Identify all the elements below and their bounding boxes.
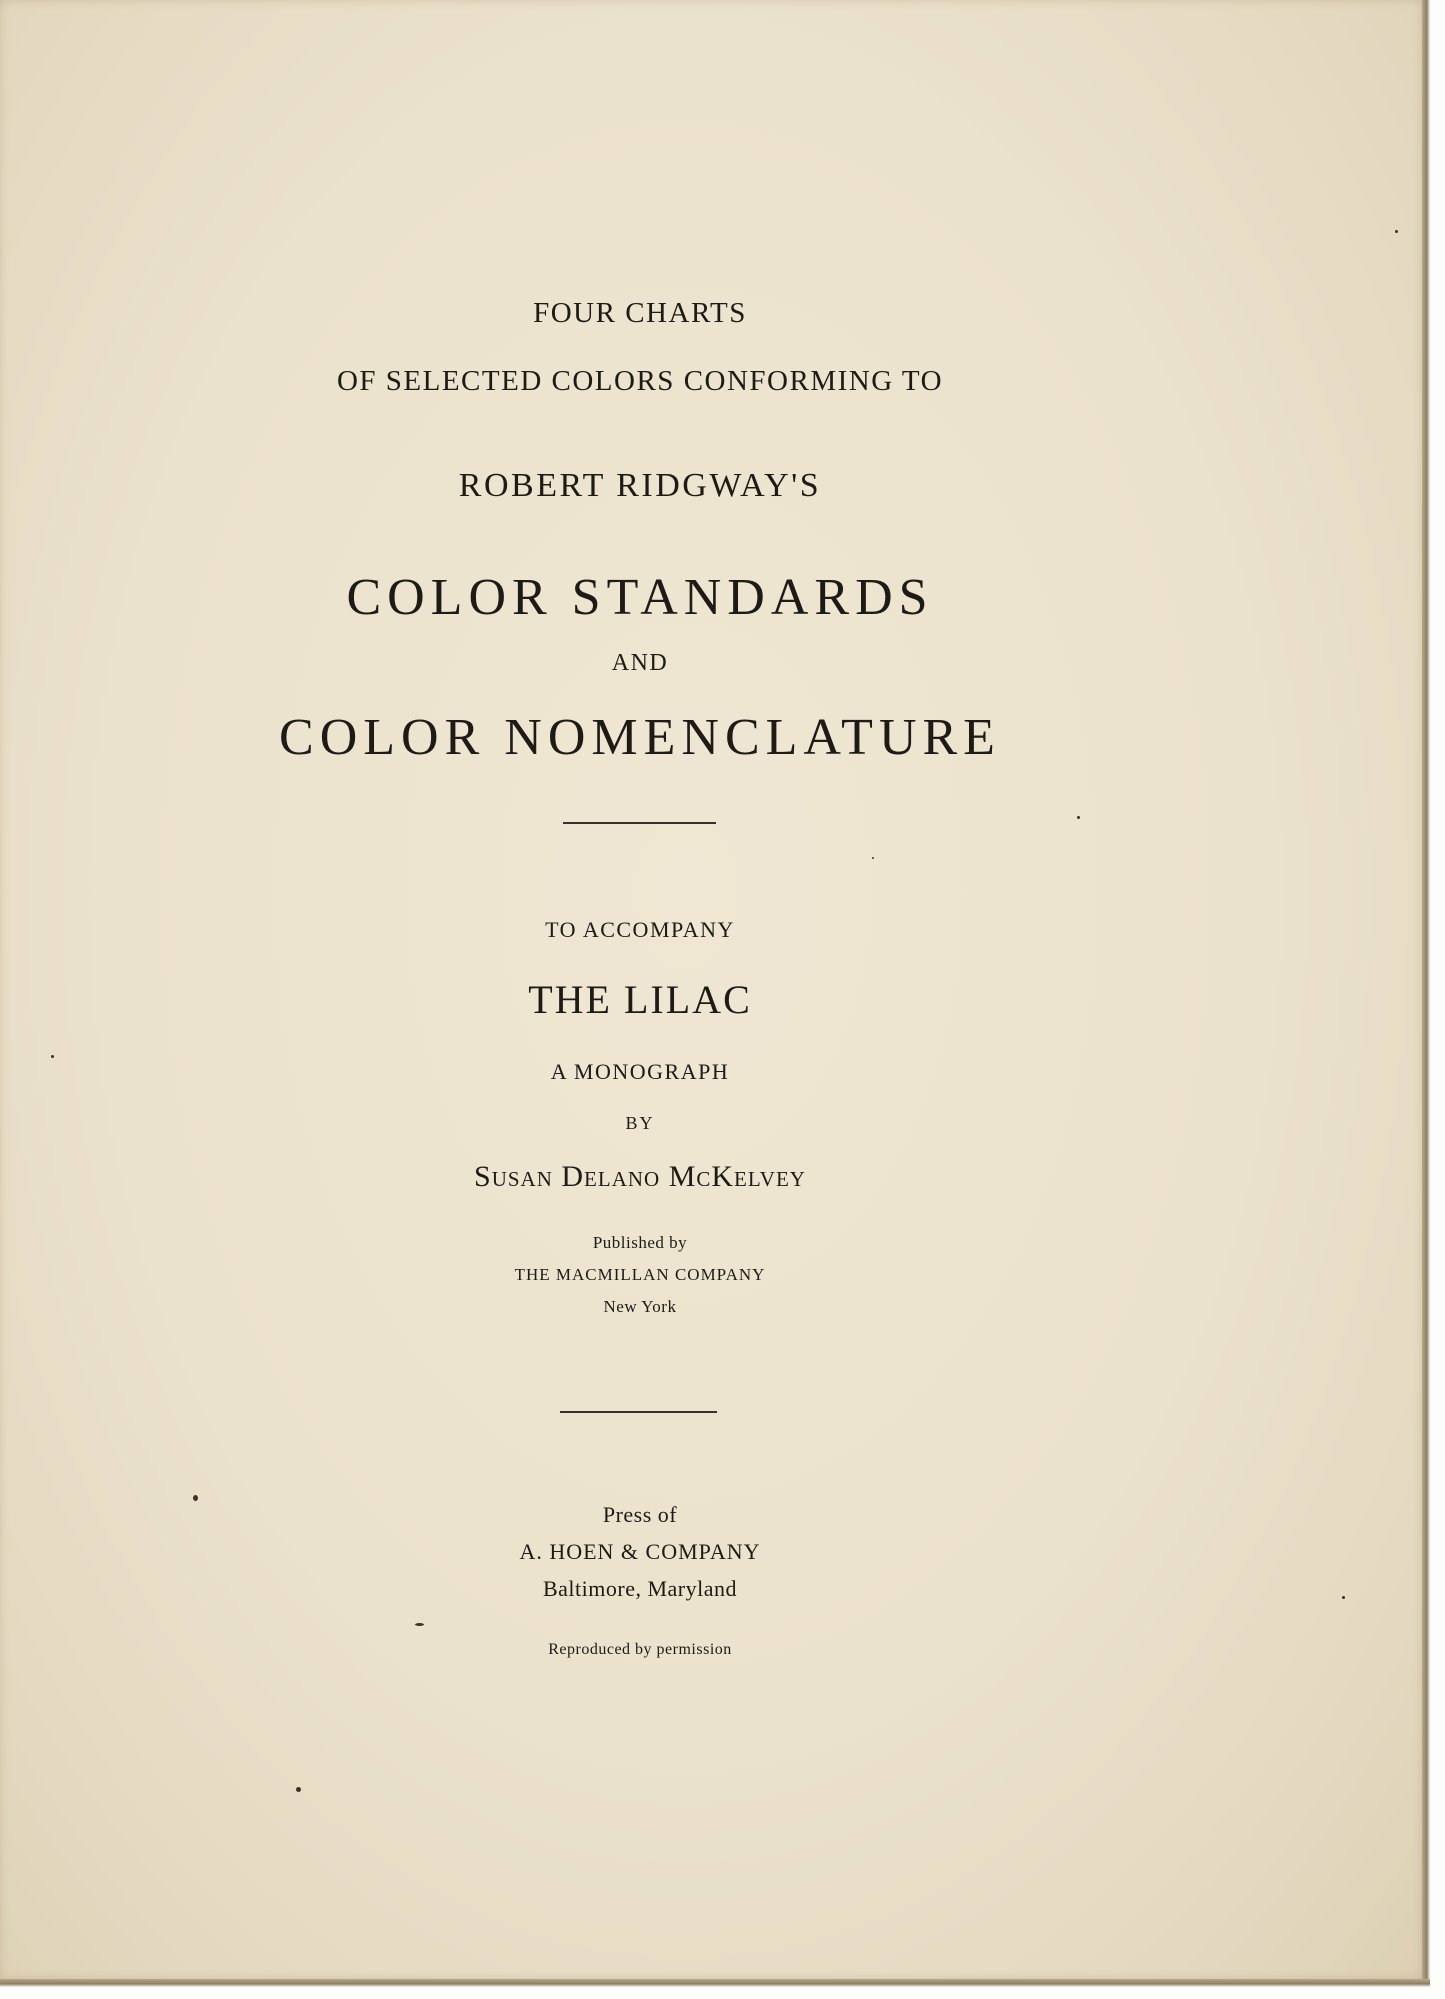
divider-rule-bottom xyxy=(560,1411,717,1413)
title-line-and: AND xyxy=(611,650,669,676)
printer-name: A. HOEN & COMPANY xyxy=(519,1539,761,1564)
page-edge-bottom xyxy=(0,1979,1430,1987)
to-accompany-label: TO ACCOMPANY xyxy=(545,917,735,942)
paper-speck xyxy=(51,1055,54,1058)
paper-speck xyxy=(1077,816,1080,819)
paper-speck xyxy=(1395,230,1398,233)
paper-speck xyxy=(296,1787,301,1792)
title-line-color-standards: COLOR STANDARDS xyxy=(346,569,934,626)
publisher-city: New York xyxy=(603,1297,677,1316)
title-line-ridgway: ROBERT RIDGWAY'S xyxy=(458,467,822,504)
title-line-color-nomenclature: COLOR NOMENCLATURE xyxy=(279,709,1001,766)
paper-speck xyxy=(1342,1596,1345,1599)
reproduction-note: Reproduced by permission xyxy=(548,1641,732,1658)
book-title: THE LILAC xyxy=(528,977,752,1022)
by-label: BY xyxy=(625,1113,655,1133)
title-line-selected-colors: OF SELECTED COLORS CONFORMING TO xyxy=(336,365,944,397)
publisher-name: THE MACMILLAN COMPANY xyxy=(514,1265,766,1284)
paper-speck xyxy=(415,1623,424,1626)
paper-speck xyxy=(872,857,874,859)
page-edge-right xyxy=(1422,0,1430,1985)
book-subtitle: A MONOGRAPH xyxy=(550,1059,730,1084)
author-name: Susan Delano McKelvey xyxy=(474,1160,806,1193)
printer-location: Baltimore, Maryland xyxy=(542,1576,737,1601)
title-line-four-charts: FOUR CHARTS xyxy=(533,297,747,329)
divider-rule-top xyxy=(563,822,716,824)
paper-speck xyxy=(193,1495,198,1501)
press-of-label: Press of xyxy=(602,1502,678,1527)
published-by-label: Published by xyxy=(592,1233,688,1252)
